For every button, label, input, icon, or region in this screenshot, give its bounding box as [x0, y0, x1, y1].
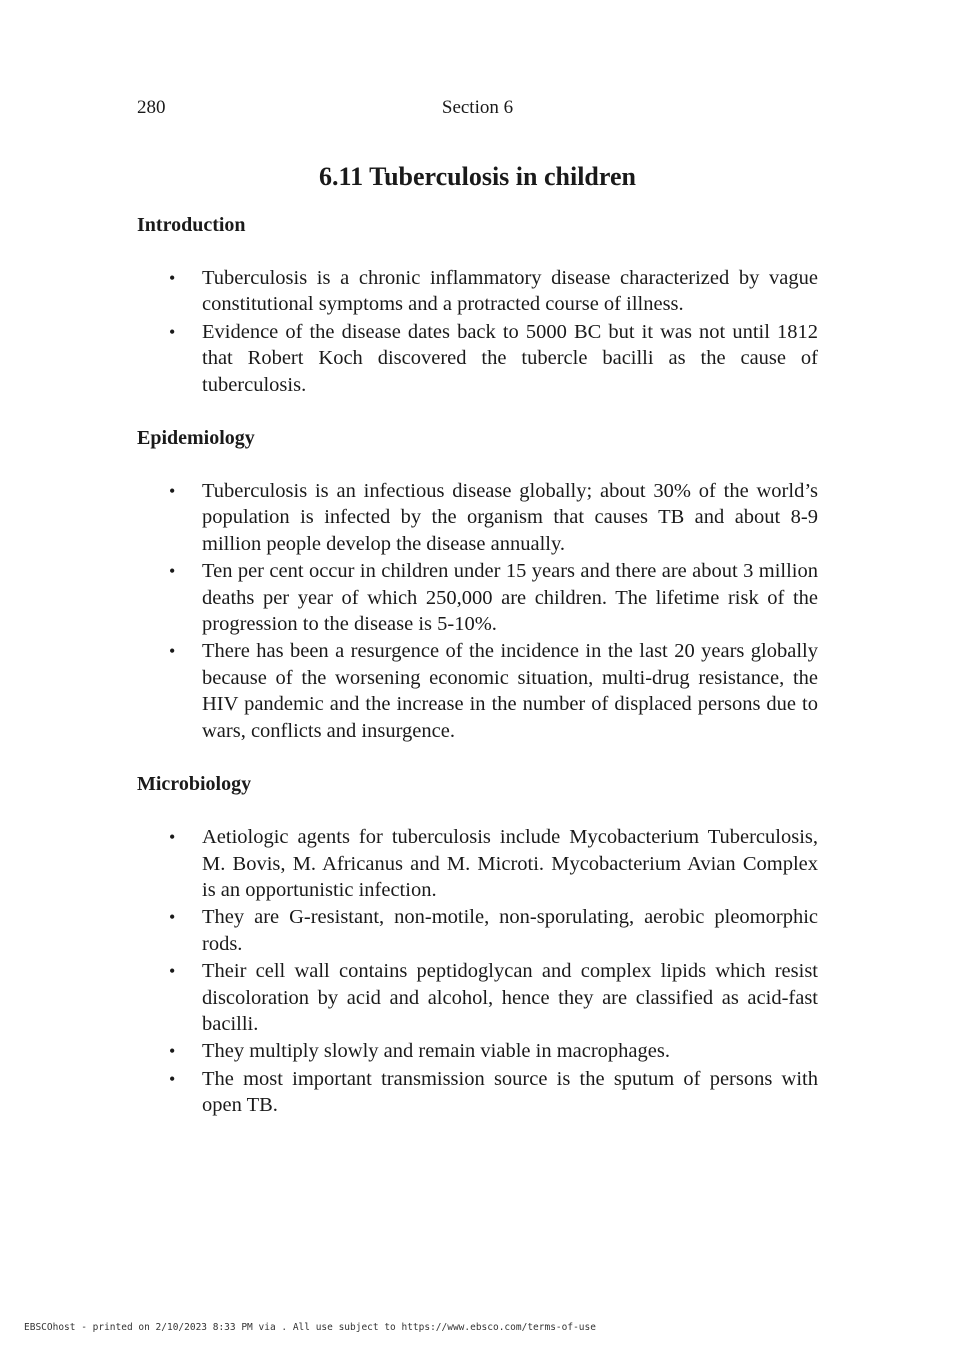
chapter-title: 6.11 Tuberculosis in children [319, 162, 636, 191]
bullet-icon: • [169, 321, 176, 342]
section-microbiology [137, 771, 818, 1118]
list-item-text: There has been a resurgence of the incidence in the last 20 years globally because of the worsening economic situation, multi-drug resistance, the HIV pandemic and the increase in the number of displaced persons due to wars, conflicts and insurgence. [202, 640, 818, 742]
list-item-text: Tuberculosis is a chronic inflammatory disease characterized by vague constitutional symptoms and a protracted course of illness. [202, 267, 818, 316]
bullet-icon: • [169, 1041, 176, 1062]
list-item-text: The most important transmission source is the sputum of persons with open TB. [202, 1067, 818, 1117]
list-item [137, 319, 818, 398]
bullet-icon: • [169, 827, 176, 848]
list-item-text: Tuberculosis is an infectious disease globally; about 30% of the world’s population is infected by the organism that causes TB and about 8-9 million people develop the disease annually. [202, 480, 818, 555]
bullet-icon: • [169, 561, 176, 582]
list-item [137, 558, 818, 637]
list-item [137, 958, 818, 1037]
section-heading: Introduction [137, 214, 246, 236]
list-item-text: Evidence of the disease dates back to 5000 BC but it was not until 1812 that Robert Koch discovered the tubercle bacilli as the cause of tuberculosis. [202, 320, 818, 396]
list-item-text: They multiply slowly and remain viable in macrophages. [202, 1040, 670, 1063]
bullet-icon: • [169, 481, 176, 502]
list-item-text: They are G-resistant, non-motile, non-sporulating, aerobic pleomorphic rods. [202, 906, 818, 955]
print-footer: EBSCOhost - printed on 2/10/2023 8:33 PM via . All use subject to https://www.ebsco.com/terms-of-use [24, 1322, 596, 1333]
running-head: Section 6 [441, 97, 514, 118]
list-item-text: Ten per cent occur in children under 15 years and there are about 3 million deaths per year of which 250,000 are children. The lifetime risk of the progression to the disease is 5-10%. [202, 560, 818, 636]
section-introduction [137, 212, 818, 398]
section-heading: Microbiology [137, 773, 252, 796]
section-epidemiology [137, 425, 818, 744]
list-item [137, 1066, 818, 1119]
bullet-icon: • [169, 907, 176, 928]
list-item-text: Aetiologic agents for tuberculosis include Mycobacterium Tuberculosis, M. Bovis, M. Africanus and M. Microti. Mycobacterium Avian Complex is an opportunistic infection. [202, 826, 818, 901]
list-item [137, 824, 818, 903]
page-number: 280 [137, 97, 166, 118]
bullet-list [137, 265, 818, 398]
list-item [137, 478, 818, 557]
bullet-icon: • [169, 641, 176, 662]
document-body [137, 212, 818, 1146]
bullet-icon: • [169, 961, 176, 982]
bullet-list [137, 824, 818, 1118]
bullet-icon: • [169, 268, 176, 288]
list-item [137, 638, 818, 744]
bullet-list [137, 478, 818, 744]
bullet-icon: • [169, 1068, 176, 1089]
list-item [137, 904, 818, 957]
list-item [137, 265, 818, 318]
section-heading: Epidemiology [137, 427, 255, 450]
list-item-text: Their cell wall contains peptidoglycan and complex lipids which resist discoloration by acid and alcohol, hence they are classified as acid-fast bacilli. [202, 960, 818, 1035]
list-item [137, 1038, 818, 1064]
